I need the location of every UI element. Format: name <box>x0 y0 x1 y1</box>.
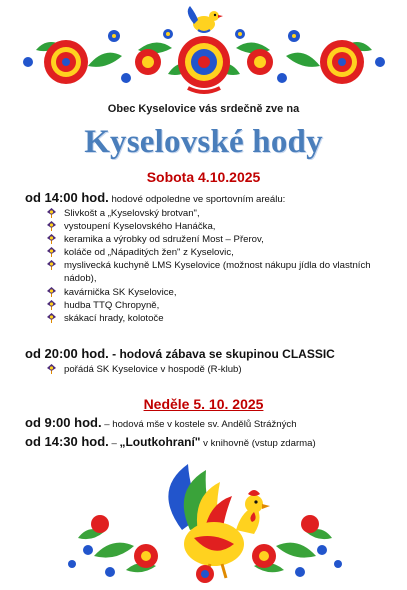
time-label: od 14:30 hod. <box>25 434 109 449</box>
folk-flower-bullet-icon <box>47 300 56 310</box>
list-item: vystoupení Kyselovského Hanáčka, <box>47 220 371 233</box>
list-item: pořádá SK Kyselovice v hospodě (R-klub) <box>47 363 242 376</box>
list-item: myslivecká kuchyně LMS Kyselovice (možnost nákupu jídla do vlastních <box>47 259 371 272</box>
afternoon-program-list <box>47 207 371 325</box>
time-label: od 14:00 hod. <box>25 190 109 205</box>
folk-flower-bullet-icon <box>47 313 56 323</box>
folk-flower-bullet-icon <box>47 208 56 218</box>
saturday-evening-line <box>25 345 335 363</box>
list-item: kavárnička SK Kyselovice, <box>47 286 371 299</box>
list-item: hudba TTQ Chropyně, <box>47 299 371 312</box>
list-item: Slivkošt a „Kyselovský brotvan", <box>47 207 371 220</box>
time-label: od 20:00 hod. <box>25 346 109 361</box>
folk-flower-bullet-icon <box>47 234 56 244</box>
folk-flower-bullet-icon <box>47 221 56 231</box>
event-description: v knihovně (vstup zdarma) <box>200 438 316 449</box>
folk-rooster-ornament <box>64 460 346 584</box>
event-dash: – <box>108 438 120 449</box>
folk-flower-bullet-icon <box>47 247 56 257</box>
event-description: – hodová mše v kostele sv. Andělů Strážných <box>101 419 297 430</box>
invitation-line: Obec Kyselovice vás srdečně zve na <box>107 103 300 115</box>
list-item: skákací hrady, kolotoče <box>47 312 371 325</box>
event-description: hodové odpoledne ve sportovním areálu: <box>108 194 286 205</box>
sunday-date: Neděle 5. 10. 2025 <box>143 396 264 412</box>
sunday-afternoon-line <box>25 433 316 451</box>
folk-flower-bullet-icon <box>47 287 56 297</box>
folk-flower-bullet-icon <box>47 364 56 374</box>
folk-flower-bullet-icon <box>47 260 56 270</box>
saturday-date: Sobota 4.10.2025 <box>146 169 261 185</box>
time-label: od 9:00 hod. <box>25 415 102 430</box>
event-title: Kyselovské hody <box>84 124 323 160</box>
evening-program-list <box>47 363 242 376</box>
list-item: keramika a výrobky od sdružení Most – Přerov, <box>47 233 371 246</box>
list-item: koláče od „Nápaditých žen" z Kyselovic, <box>47 246 371 259</box>
sunday-morning-line <box>25 414 297 432</box>
event-description: - hodová zábava se skupinou CLASSIC <box>108 347 335 361</box>
saturday-afternoon-line <box>25 189 285 207</box>
list-item-continuation: nádob), <box>64 273 97 285</box>
event-highlight: „Loutkohraní" <box>119 435 201 449</box>
folk-bird-flower-ornament <box>18 4 390 96</box>
